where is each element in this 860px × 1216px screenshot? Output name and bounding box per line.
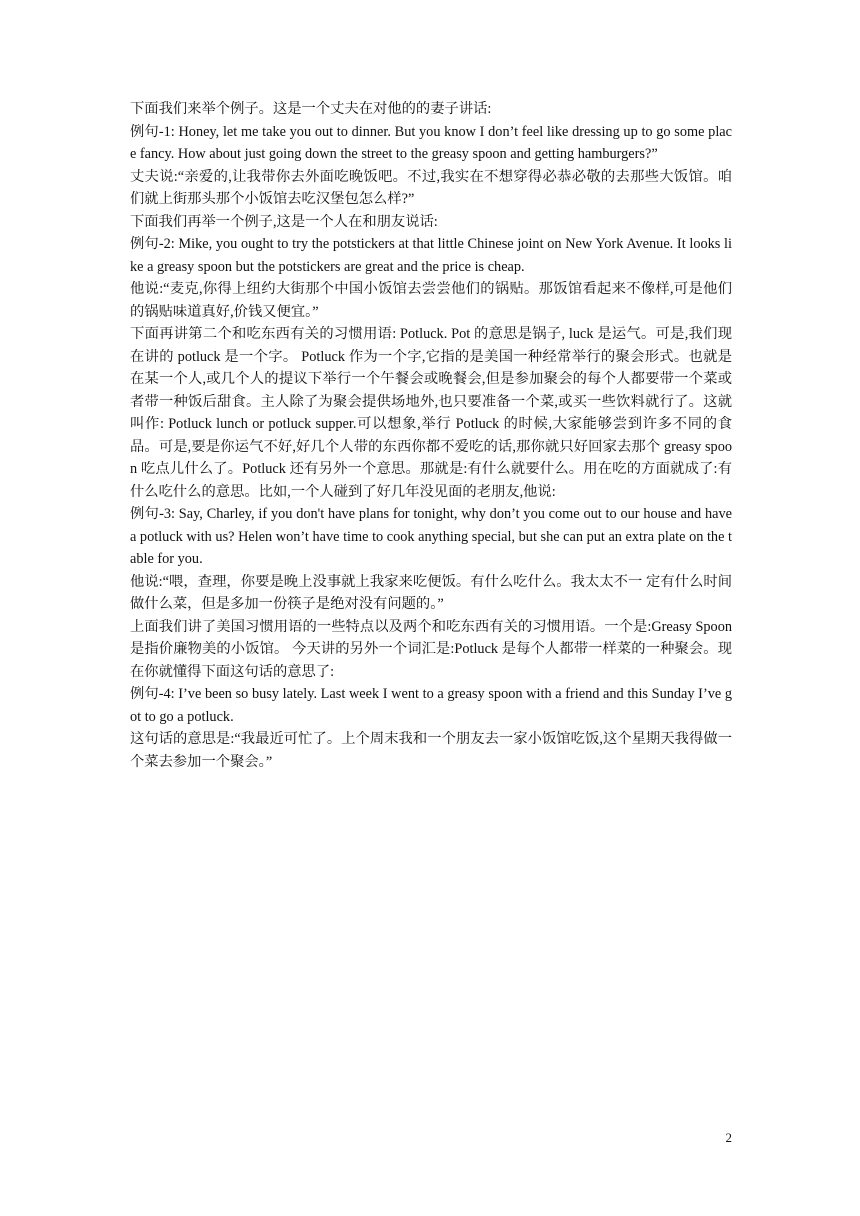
example-4-translation: 这句话的意思是:“我最近可忙了。上个周末我和一个朋友去一家小饭馆吃饭,这个星期天我得做一个菜去参加一个聚会。” [130, 731, 732, 770]
example-3-translation: 他说:“喂，查理，你要是晚上没事就上我家来吃便饭。有什么吃什么。我太太不一 定有什么时间做什么菜，但是多加一份筷子是绝对没有问题的。” [130, 573, 732, 612]
summary-paragraph: 上面我们讲了美国习惯用语的一些特点以及两个和吃东西有关的习惯用语。一个是:Greasy Spoon 是指价廉物美的小饭馆。 今天讲的另外一个词汇是:Potluck 是每个人都带一样菜的一种聚会。现在你就懂得下面这句话的意思了: [130, 618, 732, 680]
example-sentence-3: 例句-3: Say, Charley, if you don't have plans for tonight, why don’t you come out to our house and have a potluck with us? Helen won’t have time to cook anything special, but she can put an extra plate on the table for you. [130, 506, 732, 567]
potluck-explanation: 下面再讲第二个和吃东西有关的习惯用语: Potluck. Pot 的意思是锅子, luck 是运气。可是,我们现在讲的 potluck 是一个字。 Potluck 作为一个字,它指的是美国一种经常举行的聚会形式。也就是在某一个人,或几个人的提议下举行一个午餐会或晚餐会,但是参加聚会的每个人都要带一个菜或者带一种饭后甜食。主人除了为聚会提供场地外,也只要准备一个菜,或买一些饮料就行了。这就叫作: Potluck lunch or potluck supper.可以想象,举行 Potluck 的时候,大家能够尝到许多不同的食品。可是,要是你运气不好,好几个人带的东西你都不爱吃的话,那你就只好回家去那个 greasy spoon 吃点儿什么了。Potluck 还有另外一个意思。那就是:有什么就要什么。用在吃的方面就成了:有什么吃什么的意思。比如,一个人碰到了好几年没见面的老朋友,他说: [130, 326, 732, 500]
example-1-translation: 丈夫说:“亲爱的,让我带你去外面吃晚饭吧。不过,我实在不想穿得必恭必敬的去那些大饭馆。咱们就上街那头那个小饭馆去吃汉堡包怎么样?” [130, 168, 732, 207]
intro-example-paragraph: 下面我们来举个例子。这是一个丈夫在对他的的妻子讲话: [130, 101, 492, 117]
document-body [130, 98, 732, 773]
example-sentence-1: 例句-1: Honey, let me take you out to dinner. But you know I don’t feel like dressing up to go some place fancy. How about just going down the street to the greasy spoon and getting hamburgers?” [130, 123, 732, 162]
page-number: 2 [725, 1130, 732, 1145]
example-2-translation: 他说:“麦克,你得上纽约大街那个中国小饭馆去尝尝他们的锅贴。那饭馆看起来不像样,可是他们的锅贴味道真好,价钱又便宜。” [130, 281, 732, 320]
second-example-intro: 下面我们再举一个例子,这是一个人在和朋友说话: [130, 213, 438, 230]
example-sentence-2: 例句-2: Mike, you ought to try the potstickers at that little Chinese joint on New York Avenue. It looks like a greasy spoon but the potstickers are great and the price is cheap. [130, 236, 732, 275]
example-sentence-4: 例句-4: I’ve been so busy lately. Last week I went to a greasy spoon with a friend and this Sunday I’ve got to go a potluck. [130, 686, 732, 725]
